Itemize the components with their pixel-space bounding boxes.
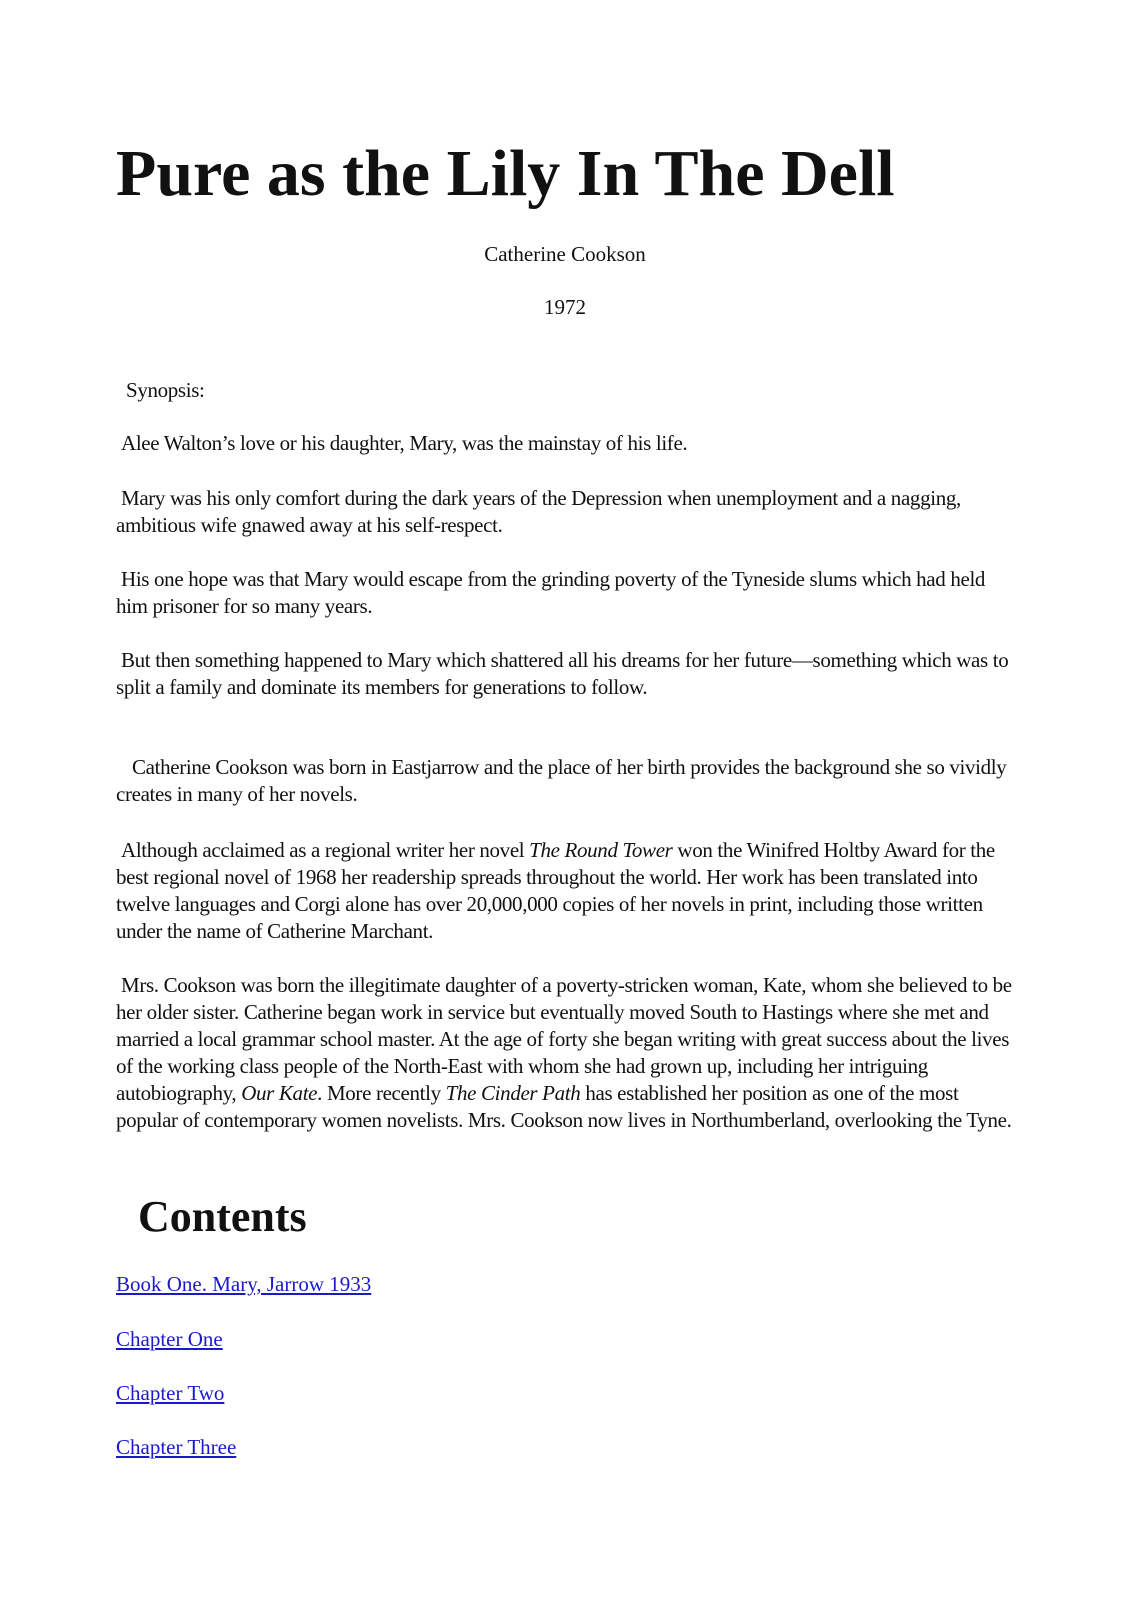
toc-link-chapter-three[interactable]: Chapter Three	[116, 1435, 237, 1459]
toc-link-chapter-one[interactable]: Chapter One	[116, 1327, 223, 1351]
book-title: Pure as the Lily In The Dell	[116, 137, 895, 210]
synopsis-paragraph-3	[116, 566, 1016, 620]
paragraph-text: Mary was his only comfort during the dark years of the Depression when unemployment and a nagging, ambitious wife gnawed away at his self-respect.	[116, 486, 961, 537]
paragraph-text-middle: . More recently	[317, 1081, 446, 1105]
book-title-italic: The Round Tower	[529, 838, 673, 862]
author-bio-paragraph-2	[116, 837, 1016, 945]
toc-link-chapter-two[interactable]: Chapter Two	[116, 1381, 225, 1405]
synopsis-paragraph-2	[116, 485, 1016, 539]
paragraph-text-end: won the Winifred Holtby Award for the best regional novel of 1968 her readership spreads throughout the world. Her work has been translated into twelve languages and Corgi alone has over 20,000,000 copies of her novels in print, including those written under the name of Catherine Marchant.	[116, 838, 995, 943]
book-title-italic: Our Kate	[241, 1081, 318, 1105]
book-title-italic: The Cinder Path	[445, 1081, 581, 1105]
contents-heading: Contents	[138, 1192, 307, 1241]
author-bio-paragraph-3	[116, 972, 1016, 1134]
paragraph-text: Catherine Cookson was born in Eastjarrow and the place of her birth provides the background she so vividly creates in many of her novels.	[116, 755, 1007, 806]
paragraph-text: His one hope was that Mary would escape from the grinding poverty of the Tyneside slums which had held him prisoner for so many years.	[116, 567, 986, 618]
synopsis-paragraph-1: Alee Walton’s love or his daughter, Mary, was the mainstay of his life.	[121, 431, 688, 455]
author-name: Catherine Cookson	[484, 242, 646, 266]
paragraph-text: But then something happened to Mary which shattered all his dreams for her future—something which was to split a family and dominate its members for generations to follow.	[116, 648, 1009, 699]
toc-link-book-one[interactable]: Book One. Mary, Jarrow 1933	[116, 1272, 372, 1296]
author-bio-paragraph-1	[116, 754, 1016, 808]
paragraph-text-end: has established her position as one of the most popular of contemporary women novelists. Mrs. Cookson now lives in Northumberland, overlooking the Tyne.	[116, 1081, 1012, 1132]
publication-year: 1972	[544, 295, 586, 319]
paragraph-text-start: Mrs. Cookson was born the illegitimate daughter of a poverty-stricken woman, Kate, whom she believed to be her older sister. Catherine began work in service but eventually moved South to Hastings where she met and married a local grammar school master. At the age of forty she began writing with great success about the lives of the working class people of the North-East with whom she had grown up, including her intriguing autobiography,	[116, 973, 1012, 1105]
synopsis-paragraph-4	[116, 647, 1016, 701]
paragraph-text-start: Although acclaimed as a regional writer her novel	[121, 838, 530, 862]
synopsis-label: Synopsis:	[126, 378, 205, 402]
